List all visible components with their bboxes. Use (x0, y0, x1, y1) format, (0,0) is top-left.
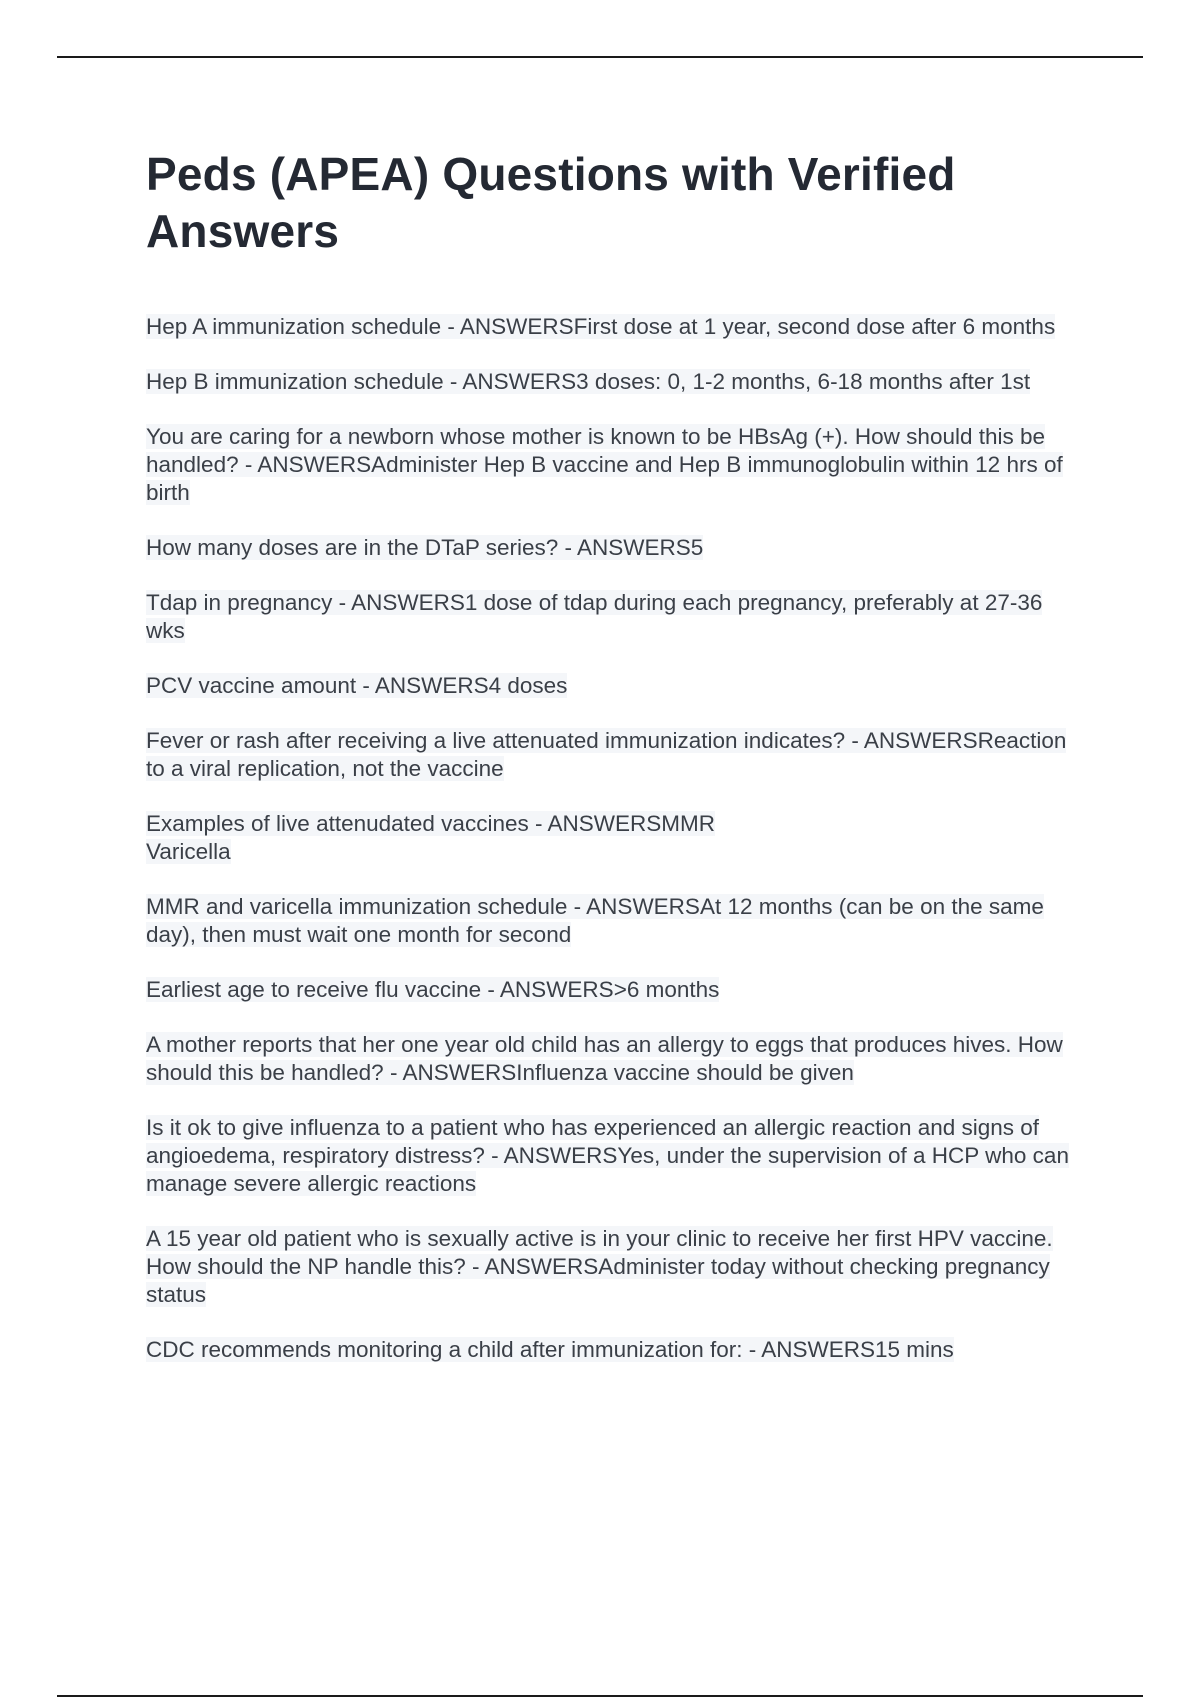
qa-text: MMR and varicella immunization schedule - ANSWERSAt 12 months (can be on the same day), then must wait one month for second (146, 894, 1044, 947)
qa-item (146, 1225, 1086, 1309)
top-divider (57, 56, 1143, 58)
qa-text: Fever or rash after receiving a live attenuated immunization indicates? - ANSWERSReaction to a viral replication, not the vaccine (146, 728, 1067, 781)
qa-item (146, 368, 1086, 396)
qa-item (146, 1114, 1086, 1198)
qa-item (146, 672, 1086, 700)
qa-text: Tdap in pregnancy - ANSWERS1 dose of tdap during each pregnancy, preferably at 27-36 wks (146, 590, 1043, 643)
qa-item (146, 1336, 1086, 1364)
document-title: Peds (APEA) Questions with Verified Answers (146, 148, 956, 257)
qa-item (146, 534, 1086, 562)
qa-text: How many doses are in the DTaP series? - ANSWERS5 (146, 535, 704, 560)
qa-item (146, 1031, 1086, 1087)
qa-item (146, 423, 1086, 507)
qa-item (146, 589, 1086, 645)
qa-text: Is it ok to give influenza to a patient who has experienced an allergic reaction and signs of angioedema, respiratory distress? - ANSWERSYes, under the supervision of a HCP who can manage severe allergic reactions (146, 1115, 1069, 1196)
qa-text: Earliest age to receive flu vaccine - ANSWERS>6 months (146, 977, 720, 1002)
qa-text: Hep B immunization schedule - ANSWERS3 doses: 0, 1-2 months, 6-18 months after 1st (146, 369, 1031, 394)
qa-text: PCV vaccine amount - ANSWERS4 doses (146, 673, 568, 698)
qa-text: A 15 year old patient who is sexually active is in your clinic to receive her first HPV vaccine. How should the NP handle this? - ANSWERSAdminister today without checking pregnancy status (146, 1226, 1053, 1307)
qa-item (146, 313, 1086, 341)
qa-text: Examples of live attenudated vaccines - ANSWERSMMR Varicella (146, 811, 715, 864)
qa-list (146, 313, 1086, 1391)
qa-item (146, 810, 1086, 866)
qa-text: CDC recommends monitoring a child after immunization for: - ANSWERS15 mins (146, 1337, 954, 1362)
qa-item (146, 976, 1086, 1004)
qa-text: Hep A immunization schedule - ANSWERSFirst dose at 1 year, second dose after 6 months (146, 314, 1056, 339)
bottom-divider (57, 1695, 1143, 1697)
qa-text: You are caring for a newborn whose mother is known to be HBsAg (+). How should this be handled? - ANSWERSAdminister Hep B vaccine and Hep B immunoglobulin within 12 hrs of birth (146, 424, 1063, 505)
qa-text: A mother reports that her one year old child has an allergy to eggs that produces hives. How should this be handled? - ANSWERSInfluenza vaccine should be given (146, 1032, 1063, 1085)
qa-item (146, 727, 1086, 783)
qa-item (146, 893, 1086, 949)
